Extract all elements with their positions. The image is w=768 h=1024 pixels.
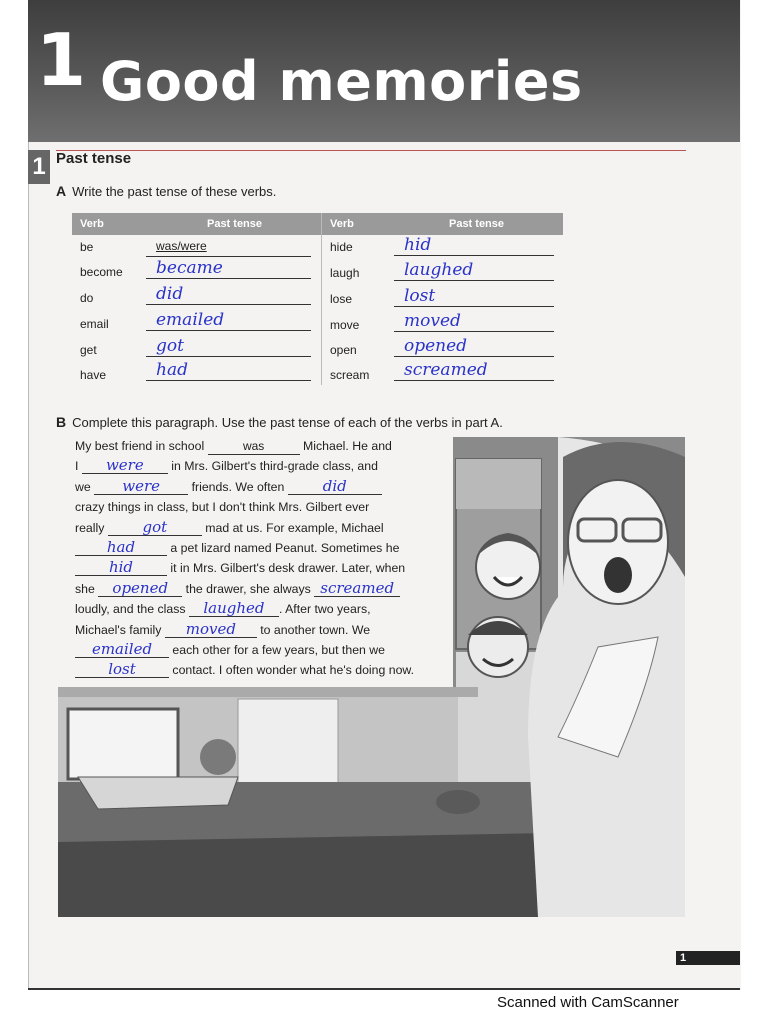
page-number: 1	[676, 951, 740, 965]
para-text: it in Mrs. Gilbert's desk drawer. Later, when	[170, 561, 406, 576]
blank-12[interactable]: emailed	[75, 641, 169, 658]
blank-8[interactable]: opened	[98, 580, 182, 597]
verb-right-5: open	[330, 343, 357, 357]
para-text: Michael. He and	[303, 439, 392, 453]
answer-right-4[interactable]: moved	[394, 311, 554, 332]
blank-9[interactable]: screamed	[314, 580, 400, 597]
verb-left-3: do	[80, 291, 94, 305]
blank-2[interactable]: were	[82, 457, 168, 474]
part-a-letter: A	[56, 183, 67, 199]
para-text: friends. We often	[191, 479, 285, 494]
answer-right-6[interactable]: screamed	[394, 360, 554, 381]
para-text: each other for a few years, but then we	[172, 643, 386, 658]
part-a-instruction	[56, 183, 276, 199]
para-text: mad at us. For example, Michael	[205, 520, 384, 535]
answer-right-1[interactable]: hid	[394, 235, 554, 256]
verb-left-6: have	[80, 368, 107, 382]
answer-right-5[interactable]: opened	[394, 336, 554, 357]
verb-left-5: get	[80, 343, 97, 357]
para-text: . After two years,	[278, 602, 371, 617]
part-b-instruction-text: Complete this paragraph. Use the past tense of each of the verbs in part A.	[72, 415, 503, 430]
verb-right-4: move	[330, 318, 360, 332]
section-title: Past tense	[56, 150, 132, 167]
para-text: really	[75, 520, 105, 535]
para-text: I	[75, 459, 79, 474]
blank-6[interactable]: had	[75, 539, 167, 556]
header-past-right: Past tense	[390, 213, 563, 235]
unit-number: 1	[36, 18, 87, 102]
header-verb-right: Verb	[322, 213, 390, 235]
para-text: the drawer, she always	[185, 581, 311, 596]
para-text: she	[75, 581, 95, 596]
para-text: to another town. We	[260, 622, 371, 637]
blank-3[interactable]: were	[94, 478, 188, 495]
answer-left-1: was/were	[146, 236, 311, 257]
unit-title: Good memories	[100, 50, 583, 113]
para-text: in Mrs. Gilbert's third-grade class, and	[171, 459, 378, 474]
answer-left-2[interactable]: became	[146, 258, 311, 279]
verb-left-1: be	[80, 240, 94, 254]
answer-left-5[interactable]: got	[146, 336, 311, 357]
header-past-left: Past tense	[148, 213, 321, 235]
blank-13[interactable]: lost	[75, 661, 169, 678]
blank-11[interactable]: moved	[165, 621, 257, 638]
para-text: loudly, and the class	[75, 602, 186, 617]
verb-left-2: become	[80, 265, 123, 279]
blank-10[interactable]: laughed	[189, 600, 279, 617]
para-text: crazy things in class, but I don't think Mrs. Gilbert ever	[75, 500, 370, 515]
part-b-letter: B	[56, 414, 67, 430]
para-text: we	[75, 479, 91, 494]
verb-left-4: email	[80, 317, 109, 331]
answer-left-4[interactable]: emailed	[146, 310, 311, 331]
para-text: contact. I often wonder what he's doing now.	[172, 663, 415, 678]
part-a-instruction-text: Write the past tense of these verbs.	[72, 184, 277, 199]
blank-7[interactable]: hid	[75, 559, 167, 576]
para-text: My best friend in school	[75, 439, 205, 453]
blank-5[interactable]: got	[108, 519, 202, 536]
fill-in-paragraph	[75, 436, 450, 681]
verb-right-6: scream	[330, 368, 370, 382]
para-text: a pet lizard named Peanut. Sometimes he	[170, 541, 400, 556]
blank-1: was	[208, 438, 300, 455]
table-divider	[321, 213, 322, 385]
page-bottom-rule	[28, 988, 740, 990]
answer-left-3[interactable]: did	[146, 284, 311, 305]
verb-right-3: lose	[330, 292, 353, 306]
verb-right-1: hide	[330, 240, 353, 254]
para-text: Michael's family	[75, 622, 162, 637]
camscanner-watermark: Scanned with CamScanner	[497, 994, 679, 1011]
section-number-badge: 1	[28, 150, 50, 184]
blank-4[interactable]: did	[288, 478, 382, 495]
verb-right-2: laugh	[330, 266, 360, 280]
header-verb-left: Verb	[72, 213, 148, 235]
section-rule	[56, 150, 686, 151]
answer-right-2[interactable]: laughed	[394, 260, 554, 281]
answer-right-3[interactable]: lost	[394, 286, 554, 307]
answer-left-6[interactable]: had	[146, 360, 311, 381]
part-b-instruction	[56, 414, 503, 430]
